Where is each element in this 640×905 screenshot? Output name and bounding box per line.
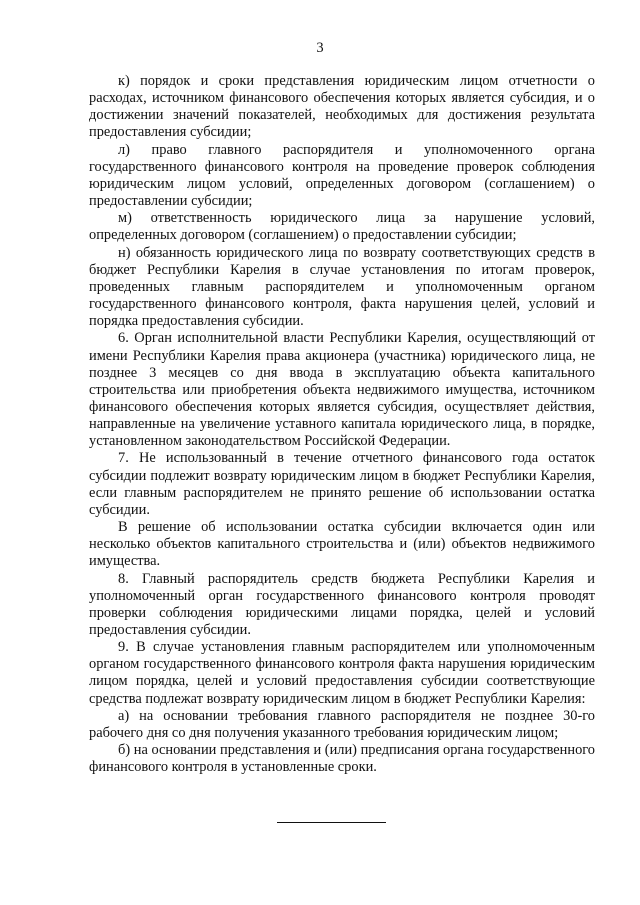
paragraph-8: 8. Главный распорядитель средств бюджета Республики Карелия и уполномоченный орган государственного финансового контроля проводят проверки соблюдения юридическими лицами порядка, целей и условий предоставления субсидии.: [89, 570, 595, 638]
paragraph-n: н) обязанность юридического лица по возврату соответствующих средств в бюджет Республики Карелия в случае установления по итогам проверок, проведенных главным распорядителем и уполномоченным органом государственного финансового контроля, факта нарушения целей, условий и порядка предоставления субсидии.: [89, 244, 595, 330]
paragraph-7-continuation: В решение об использовании остатка субсидии включается один или несколько объектов капитального строительства и (или) объектов недвижимого имущества.: [89, 519, 595, 570]
paragraph-7: 7. Не использованный в течение отчетного финансового года остаток субсидии подлежит возврату юридическим лицом в бюджет Республики Карелия, если главным распорядителем не принято решение об использовании остатка субсидии.: [89, 450, 595, 518]
paragraph-l: л) право главного распорядителя и уполномоченного органа государственного финансового контроля на проведение проверок соблюдения юридическим лицом условий, определенных договором (соглашением) о предоставлении субсидии;: [89, 141, 595, 210]
paragraph-m: м) ответственность юридического лица за нарушение условий, определенных договором (соглашением) о предоставлении субсидии;: [89, 210, 595, 244]
paragraph-9: 9. В случае установления главным распорядителем или уполномоченным органом государственного финансового контроля факта нарушения юридическим лицом порядка, целей и условий предоставления субсидии соответствующие средства подлежат возврату юридическим лицом в бюджет Республики Карелия:: [89, 639, 595, 707]
paragraph-k: к) порядок и сроки представления юридическим лицом отчетности о расходах, источником финансового обеспечения которых является субсидия, и о достижении значений показателей, необходимых для достижения результата предоставления субсидии;: [89, 73, 595, 141]
paragraph-6: 6. Орган исполнительной власти Республики Карелия, осуществляющий от имени Республики Карелия права акционера (участника) юридического лица, не позднее 3 месяцев со дня ввода в эксплуатацию объекта капитального строительства или приобретения объекта недвижимого имущества, источником финансового обеспечения которых является субсидия, осуществляет действия, направленные на увеличение уставного капитала юридического лица, в порядке, установленном законодательством Российской Федерации.: [89, 330, 595, 450]
paragraph-9-b: б) на основании представления и (или) предписания органа государственного финансового контроля в установленные сроки.: [89, 742, 595, 776]
end-separator-line: [277, 822, 386, 823]
document-body: [89, 73, 595, 776]
page-number: 3: [316, 40, 324, 56]
paragraph-9-a: а) на основании требования главного распорядителя не позднее 30-го рабочего дня со дня получения указанного требования юридическим лицом;: [89, 707, 595, 741]
